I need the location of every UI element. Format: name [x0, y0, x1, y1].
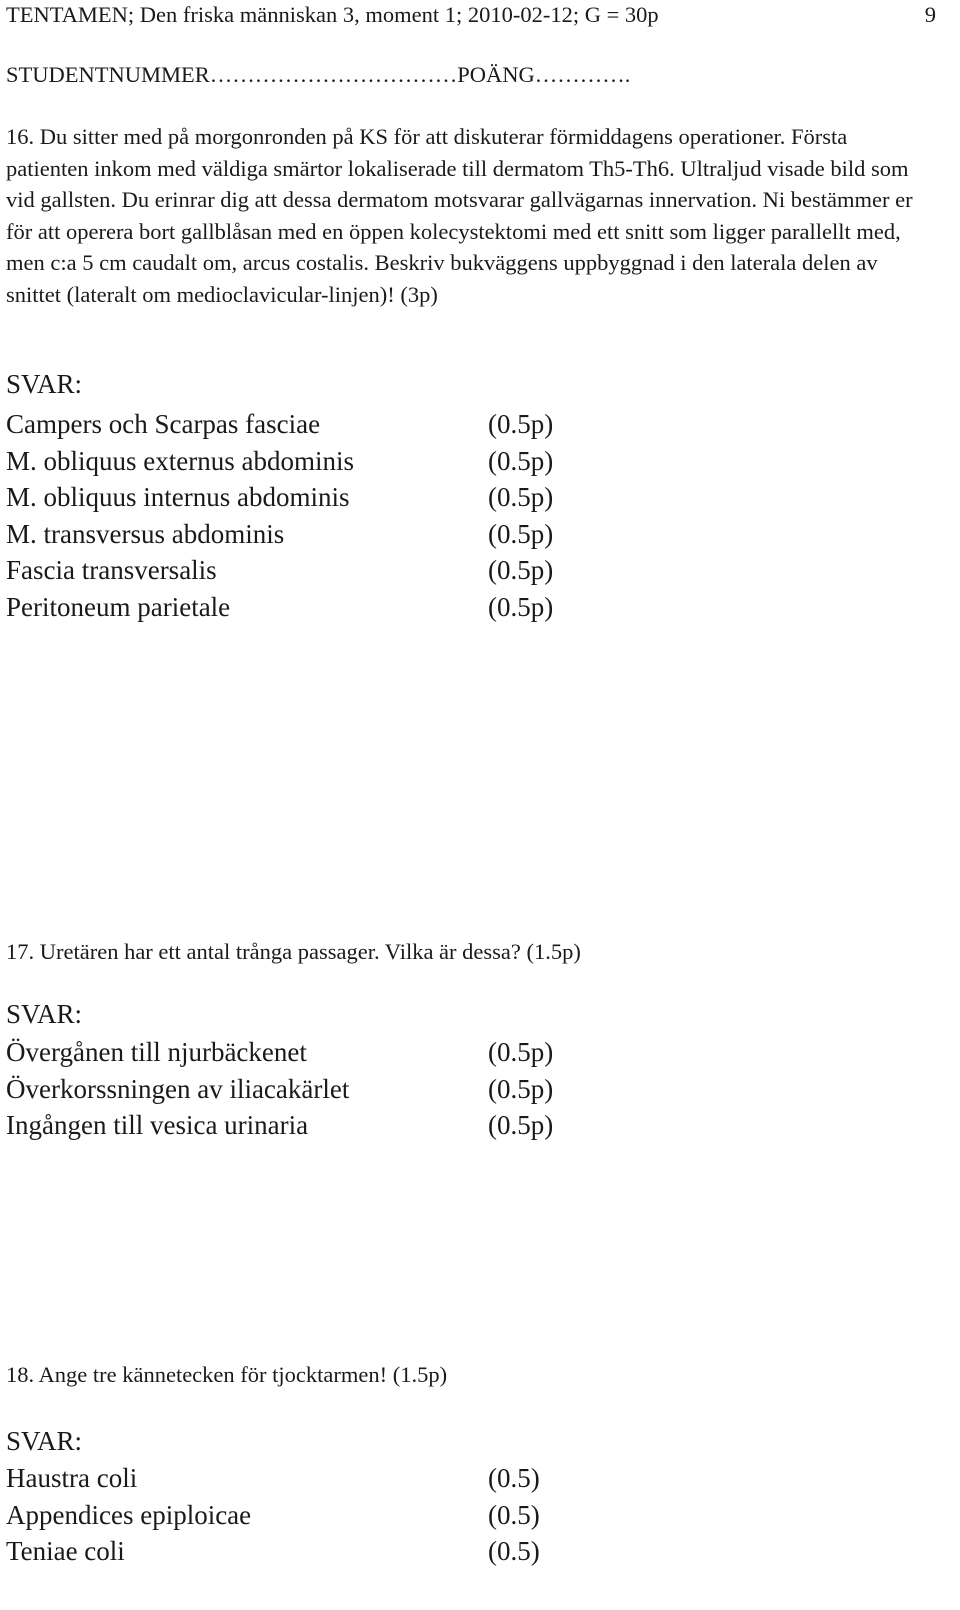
- answer-row: [6, 1034, 554, 1071]
- answer-points: (0.5p): [488, 591, 554, 622]
- answer-row: [6, 443, 554, 480]
- answer-item: Överkorssningen av iliacakärlet: [6, 1073, 350, 1104]
- answer-row: [6, 1460, 540, 1497]
- answer-points: (0.5p): [488, 1110, 554, 1140]
- answer-row: [6, 516, 554, 553]
- answer-points: (0.5): [488, 1463, 540, 1493]
- question-17-svar-label: SVAR:: [6, 999, 83, 1029]
- answer-points: (0.5p): [488, 1037, 554, 1067]
- answer-row: [6, 479, 554, 516]
- question-16-text: 16. Du sitter med på morgonronden på KS för att diskuterar förmiddagens operationer. Första patienten inkom med väldiga smärtor lokaliserade till dermatom Th5-Th6. Ultraljud visade bild som vid gallsten. Du erinrar dig att dessa dermatom motsvarar gallvägarnas innervation. Ni bestämmer er för att operera bort gallblåsan med en öppen kolecystektomi med ett snitt som ligger parallellt med, men c:a 5 cm caudalt om, arcus costalis. Beskriv bukväggens uppbyggnad i den laterala delen av snittet (lateralt om medioclavicular-linjen)! (3p): [6, 124, 913, 307]
- answer-points: (0.5p): [488, 409, 554, 439]
- answer-item: M. obliquus externus abdominis: [6, 445, 354, 476]
- answer-points: (0.5): [488, 1499, 540, 1530]
- answer-points: (0.5p): [488, 518, 554, 549]
- answer-row: [6, 589, 554, 626]
- answer-item: Ingången till vesica urinaria: [6, 1110, 309, 1140]
- answer-row: [6, 406, 554, 443]
- question-16-svar-label: SVAR:: [6, 369, 83, 399]
- answer-item: M. obliquus internus abdominis: [6, 482, 350, 512]
- question-17-answer-list: [6, 1034, 554, 1144]
- answer-points: (0.5): [488, 1536, 540, 1566]
- answer-row: [6, 1071, 554, 1108]
- student-number-line: STUDENTNUMMER……………………………POÄNG………….: [6, 62, 631, 87]
- answer-row: [6, 552, 554, 589]
- question-18-answer-list: [6, 1460, 540, 1570]
- answer-row: [6, 1533, 540, 1570]
- answer-points: (0.5p): [488, 445, 554, 476]
- question-17-text: 17. Uretären har ett antal trånga passager. Vilka är dessa? (1.5p): [6, 939, 581, 964]
- answer-item: Övergånen till njurbäckenet: [6, 1037, 307, 1067]
- question-18-text: 18. Ange tre kännetecken för tjocktarmen! (1.5p): [6, 1362, 448, 1387]
- answer-item: Teniae coli: [6, 1536, 125, 1566]
- answer-row: [6, 1107, 554, 1144]
- page-number: 9: [924, 2, 936, 27]
- answer-item: Peritoneum parietale: [6, 591, 231, 622]
- answer-item: M. transversus abdominis: [6, 518, 285, 549]
- answer-item: Haustra coli: [6, 1463, 138, 1493]
- answer-points: (0.5p): [488, 1073, 554, 1104]
- answer-item: Appendices epiploicae: [6, 1499, 252, 1530]
- answer-item: Campers och Scarpas fasciae: [6, 409, 321, 439]
- answer-points: (0.5p): [488, 482, 554, 512]
- question-16-answer-list: [6, 406, 554, 625]
- exam-header-title: TENTAMEN; Den friska människan 3, moment 1; 2010-02-12; G = 30p: [6, 2, 659, 27]
- question-18-svar-label: SVAR:: [6, 1426, 83, 1456]
- answer-row: [6, 1497, 540, 1534]
- answer-item: Fascia transversalis: [6, 555, 217, 585]
- answer-points: (0.5p): [488, 555, 554, 585]
